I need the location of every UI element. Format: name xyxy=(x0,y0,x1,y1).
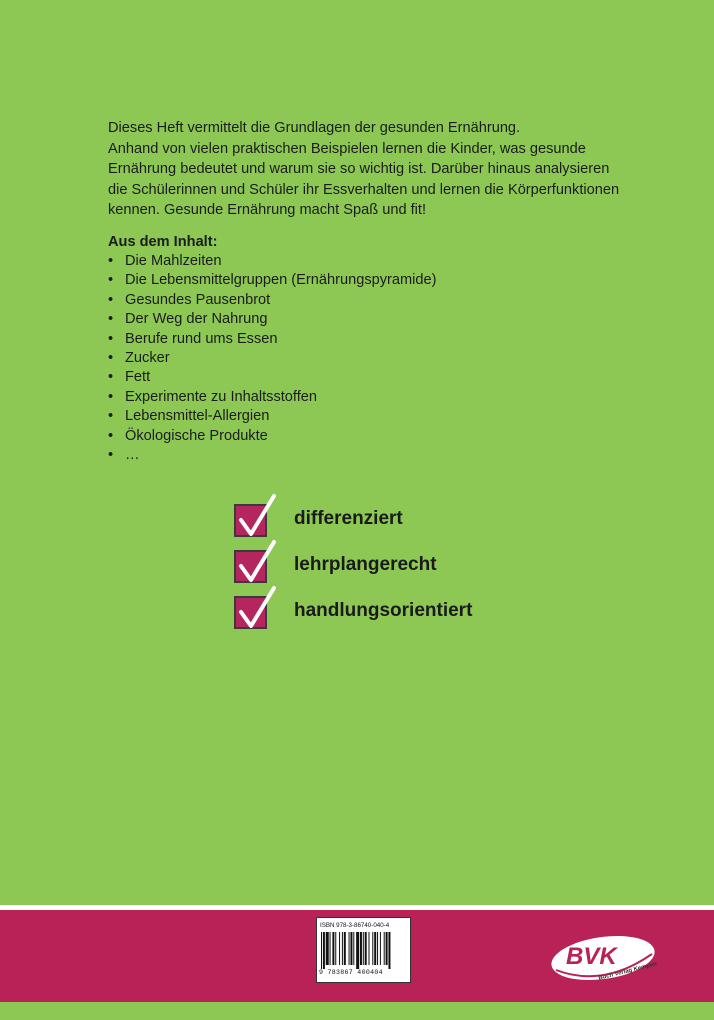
barcode-bar xyxy=(384,932,385,965)
intro-line: Anhand von vielen praktischen Beispielen lernen die Kinder, was gesunde xyxy=(108,140,586,157)
publisher-name: Buch Verlag Kempen xyxy=(597,961,658,982)
barcode-bar xyxy=(323,932,325,969)
list-item: • Gesundes Pausenbrot xyxy=(108,291,437,310)
barcode-bars xyxy=(321,932,406,969)
list-item: • Berufe rund ums Essen xyxy=(108,330,437,349)
list-item: • Lebensmittel-Allergien xyxy=(108,407,437,426)
barcode-bar xyxy=(342,932,343,965)
list-item: • … xyxy=(108,446,437,465)
publisher-logo xyxy=(548,930,658,986)
list-item: • Der Weg der Nahrung xyxy=(108,310,437,329)
barcode-bar xyxy=(321,932,322,969)
barcode-bar xyxy=(365,932,367,965)
list-item: • Zucker xyxy=(108,349,437,368)
checkmark-icon xyxy=(236,494,278,540)
barcode-bar xyxy=(349,932,350,965)
barcode-bar xyxy=(369,932,370,965)
list-item: • Die Mahlzeiten xyxy=(108,252,437,271)
checkmark-icon xyxy=(236,586,278,632)
intro-line: die Schülerinnen und Schüler ihr Essverhalten und lernen die Körperfunktionen xyxy=(108,181,620,198)
feature-label: differenziert xyxy=(294,508,403,529)
isbn-text: ISBN 978-3-86740-040-4 xyxy=(320,922,390,929)
list-item: • Die Lebensmittelgruppen (Ernährungspyramide) xyxy=(108,271,437,290)
barcode-bar xyxy=(335,932,336,965)
barcode-bar xyxy=(374,932,376,965)
feature-handlungsorientiert xyxy=(234,586,534,632)
list-item: • Ökologische Produkte xyxy=(108,427,437,446)
barcode-bar xyxy=(344,932,346,965)
list-item: • Fett xyxy=(108,368,437,387)
contents-heading: Aus dem Inhalt: xyxy=(108,234,218,250)
barcode-bar xyxy=(356,932,359,969)
barcode xyxy=(316,917,411,983)
intro-line: Dieses Heft vermittelt die Grundlagen der gesunden Ernährung. xyxy=(108,120,521,136)
barcode-bar xyxy=(360,932,362,965)
feature-lehrplangerecht xyxy=(234,540,534,586)
feature-label: handlungsorientiert xyxy=(294,600,473,621)
barcode-bar xyxy=(353,932,354,965)
publisher-logo-text: BVK xyxy=(566,943,617,970)
barcode-bar xyxy=(388,932,390,969)
checkmark-icon xyxy=(236,540,278,586)
list-item: • Experimente zu Inhaltsstoffen xyxy=(108,388,437,407)
contents-list xyxy=(108,252,437,465)
barcode-bar xyxy=(363,932,364,965)
feature-label: lehrplangerecht xyxy=(294,554,437,575)
barcode-bar xyxy=(380,932,381,965)
barcode-bar xyxy=(350,932,352,965)
barcode-bar xyxy=(386,932,388,965)
intro-line: Ernährung bedeutet und warum sie so wichtig ist. Darüber hinaus analysieren xyxy=(108,161,610,177)
barcode-bar xyxy=(326,932,329,965)
barcode-bar xyxy=(372,932,373,965)
feature-differenziert xyxy=(234,494,534,540)
intro-paragraph xyxy=(108,118,628,221)
barcode-digits: 9 783867 400404 xyxy=(319,969,383,976)
barcode-bar xyxy=(332,932,334,965)
barcode-bar xyxy=(377,932,378,965)
intro-line: kennen. Gesunde Ernährung macht Spaß und fit! xyxy=(108,202,427,218)
barcode-bar xyxy=(330,932,331,965)
barcode-bar xyxy=(339,932,340,965)
